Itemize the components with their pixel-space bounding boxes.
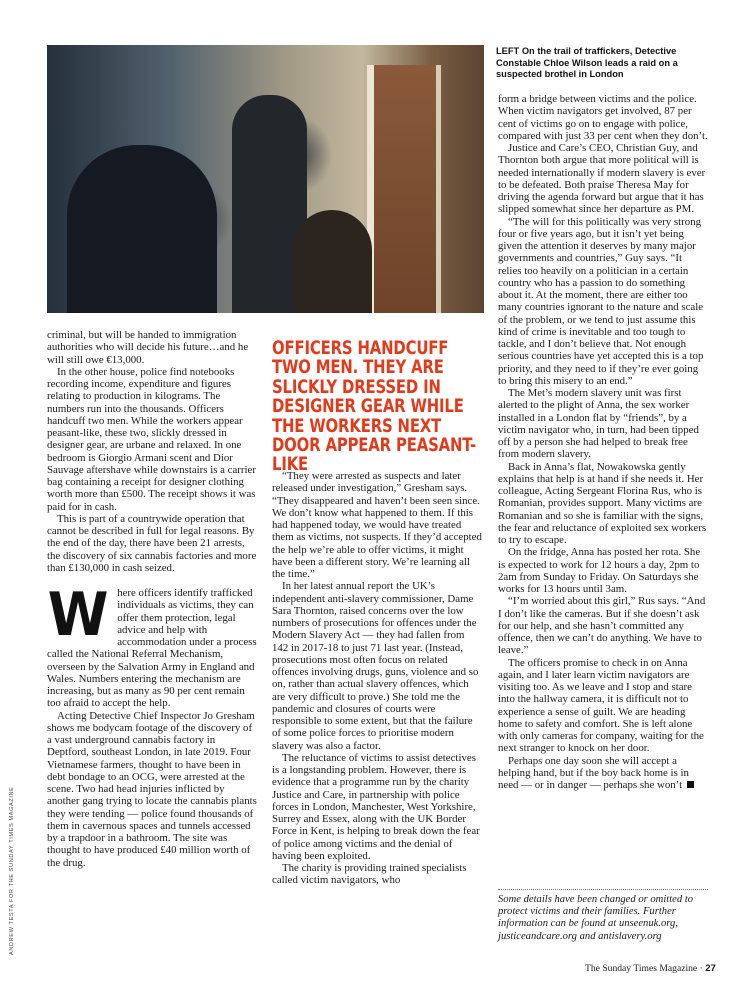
footer-separator: · — [699, 963, 703, 974]
paragraph: In the other house, police find notebooks recording income, expenditure and figures relating to production in kilograms. The numbers run into the thousands. Officers handcuff two men. While the workers appear peasant-like, these two, slickly dressed in designer gear, are urbane and relaxed. In one bedroom is Giorgio Armani scent and Dior Sauvage aftershave while downstairs is a carrier bag containing a receipt for designer clothing worth more than £500. The receipt shows it was paid for in cash. — [47, 365, 256, 513]
paragraph: On the fridge, Anna has posted her rota. She is expected to work for 12 hours a day, 2pm to 2am from Sunday to Friday. On Saturdays she works for 13 hours until 3am. — [498, 546, 701, 595]
paragraph: The officers promise to check in on Anna again, and I later learn victim navigators are visiting too. As we leave and I stop and stare into the hallway camera, it is difficult not to experience a sense of guilt. We are heading home to safety and comfort. She is left alone with only cameras for company, waiting for the next stranger to knock on her door. — [498, 656, 704, 755]
paragraph: form a bridge between victims and the police. When victim navigators get involved, 87 per cent of victims go on to engage with police, compared with just 33 per cent when they don’t. — [498, 93, 708, 142]
page-footer — [585, 963, 715, 974]
paragraph: This is part of a countrywide operation that cannot be described in full for legal reasons. By the end of the day, there have been 21 arrests, the discovery of six cannabis factories and more than £130,000 in cash seized. — [47, 512, 257, 574]
dropcap-letter: W — [47, 580, 109, 650]
paragraph: The Met’s modern slavery unit was first alerted to the plight of Anna, the sex worker installed in a London flat by “friends”, by a victim navigator who, in turn, had been tipped off by a person she had helped to break free from modern slavery. — [498, 387, 699, 461]
end-mark-icon — [687, 781, 694, 788]
paragraph: The reluctance of victims to assist detectives is a longstanding problem. However, there is evidence that a programme run by the charity Justice and Care, in partnership with police forces in London, Manchester, West Yorkshire, Surrey and Essex, along with the UK Border Force in Kent, is helping to break down the fear of police among victims and the denial of having been exploited. — [272, 751, 480, 862]
dropcap-paragraph — [47, 580, 257, 710]
column-1 — [47, 329, 257, 869]
page-number: 27 — [705, 963, 716, 974]
detective-figure — [292, 210, 372, 313]
final-paragraph — [498, 755, 708, 792]
paragraph: “The will for this politically was very strong four or five years ago, but it isn’t yet being given the attention it deserves by many major governments and countries,” Guy says. “It relies too heavily on a politician in a certain country who has a passion to do something about it. At the moment, there are either too many countries ignorant to the nature and scale of the problem, or we tend to just assume this kind of crime is inevitable and too tough to tackle, and I don’t believe that. Not enough serious countries have yet accepted this is a top priority, and they need to if they’re ever going to bring this misery to an end.” — [498, 215, 704, 387]
paragraph: criminal, but will be handed to immigration authorities who will decide his future…and he will still owe €13,000. — [47, 329, 249, 366]
divider — [498, 889, 708, 890]
doorway — [367, 65, 441, 313]
column-3 — [498, 93, 708, 791]
pull-quote: OFFICERS HANDCUFF TWO MEN. THEY ARE SLICKLY DRESSED IN DESIGNER GEAR WHILE THE WORKERS NEXT DOOR APPEAR PEASANT-LIKE — [272, 338, 477, 476]
paragraph: Justice and Care’s CEO, Christian Guy, and Thornton both argue that more political will is needed internationally if modern slavery is ever to be defeated. Both praise Theresa May for driving the agenda forward but argue that it has slipped somewhat since her departure as PM. — [498, 142, 706, 216]
paragraph-text: here officers identify trafficked individuals as victims, they can offer them protection, legal advice and help with accommodation under a process called the National Referral Mechanism, overseen by the Salvation Army in England and Wales. Numbers entering the mechanism are increasing, but as many as 90 per cent remain too afraid to accept the help. — [47, 587, 257, 710]
paragraph: “I’m worried about this girl,” Rus says. “And I don’t like the cameras. But if she doesn’t ask for our help, and she hasn’t committed any offence, then we can’t do anything. We have to leave.” — [498, 595, 706, 657]
photo-credit: ANDREW TESTA FOR THE SUNDAY TIMES MAGAZINE — [9, 786, 15, 955]
paragraph-text: Perhaps one day soon she will accept a helping hand, but if the boy back home is in need — or in danger — perhaps she won’t — [498, 754, 689, 791]
paragraph: Acting Detective Chief Inspector Jo Gresham shows me bodycam footage of the discovery of a vast underground cannabis factory in Deptford, southeast London, in late 2019. Four Vietnamese farmers, thought to have been in debt bondage to an OCG, were arrested at the scene. Two had head injuries inflicted by another gang trying to locate the cannabis plants they were tending — police found thousands of them in cavernous spaces and tunnels accessed by a trapdoor in a bathroom. The site was thought to have produced £40 million worth of the drug. — [47, 709, 257, 869]
raid-photo — [47, 45, 484, 313]
editor-note: Some details have been changed or omitted to protect victims and their families. Further information can be found at unseenuk.org, justiceandcare.org and antislavery.org — [498, 894, 694, 942]
paragraph: Back in Anna’s flat, Nowakowska gently explains that help is at hand if she needs it. Her colleague, Acting Sergeant Florina Rus, who is Romanian, provides support. Many victims are Romanian and so she is familiar with the signs, the fear and reluctance of exploited sex workers to try to escape. — [498, 460, 707, 546]
photo-caption: LEFT On the trail of traffickers, Detective Constable Chloe Wilson leads a raid on a suspected brothel in London — [496, 46, 678, 79]
paragraph: “They were arrested as suspects and later released under investigation,” Gresham says. “They disappeared and haven’t been seen since. We don’t know what happened to them. If this had happened today, we would have treated them as victims, not suspects. If they’d accepted the help we’re able to offer victims, it might have been a different story. We’re learning all the time.” — [272, 470, 482, 580]
column-2 — [272, 470, 482, 887]
paragraph: In her latest annual report the UK’s independent anti-slavery commissioner, Dame Sara Thornton, raised concerns over the low numbers of prosecutions for offences under the Modern Slavery Act — they had fallen from 142 in 2017-18 to just 71 last year. (Instead, prosecutions most often focus on related offences involving drugs, guns, violence and so on, rather than actual slavery offences, which are very difficult to prove.) She told me the pandemic and closures of courts were responsible to some extent, but that the failure of some police forces to prioritise modern slavery was also a factor. — [272, 580, 479, 752]
magazine-name: The Sunday Times Magazine — [585, 963, 698, 974]
paragraph: The charity is providing trained specialists called victim navigators, who — [272, 862, 467, 887]
officer-helmet-figure — [67, 145, 217, 313]
